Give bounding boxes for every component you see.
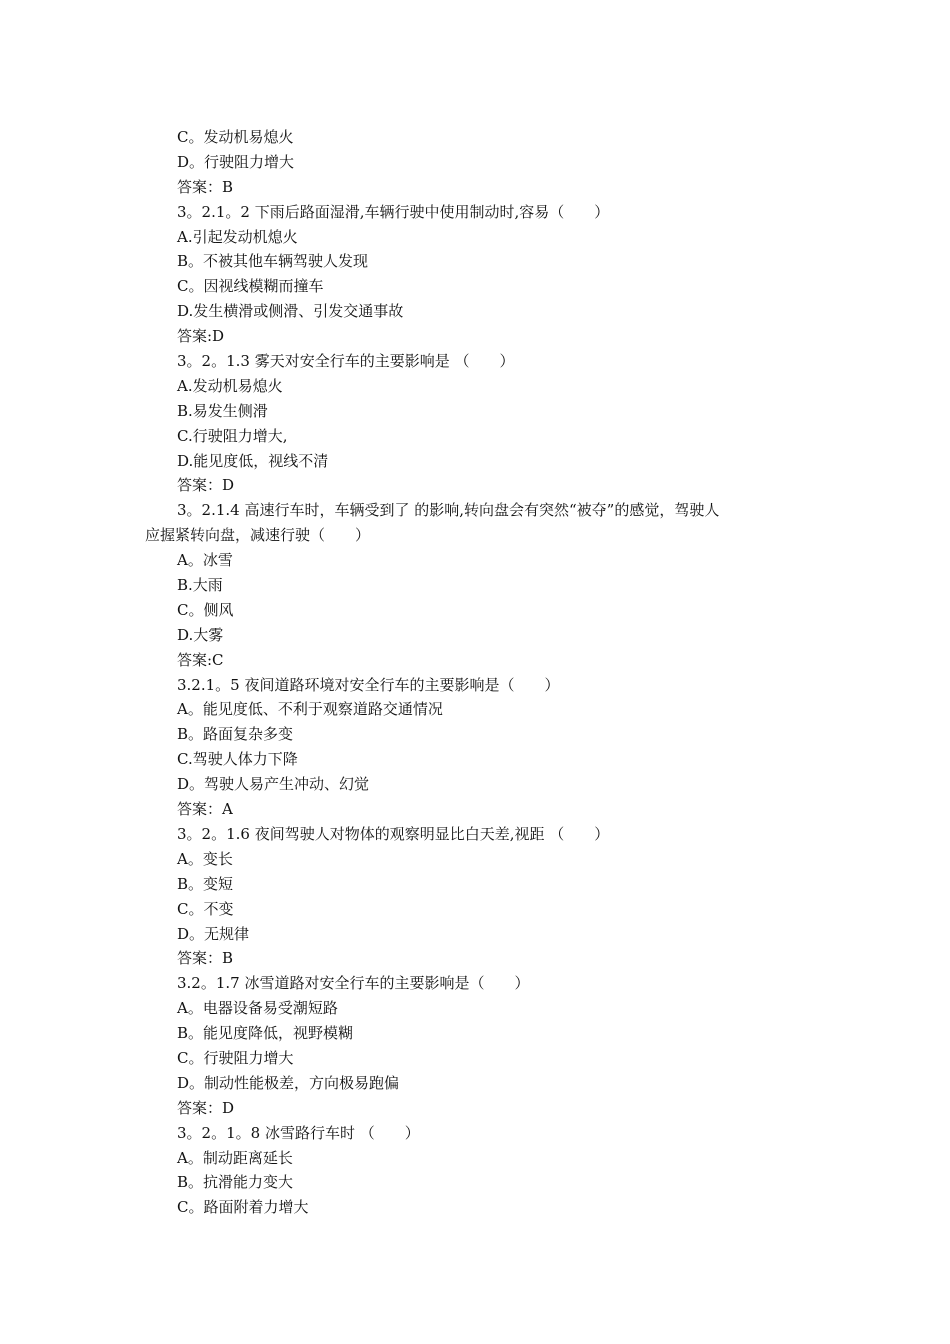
text-line: C。因视线模糊而撞车 bbox=[177, 277, 324, 296]
text-line: D。驾驶人易产生冲动、幻觉 bbox=[177, 775, 370, 794]
text-line: D。无规律 bbox=[177, 924, 250, 943]
text-line: A。电器设备易受潮短路 bbox=[177, 999, 338, 1018]
text-line: C。不变 bbox=[177, 899, 234, 918]
text-line: C.行驶阻力增大, bbox=[177, 426, 288, 445]
text-line: A。冰雪 bbox=[177, 551, 233, 570]
text-line: 3。2。1.3 雾天对安全行车的主要影响是 （ ） bbox=[177, 352, 515, 371]
text-line: 3.2.1。5 夜间道路环境对安全行车的主要影响是（ ） bbox=[177, 675, 560, 694]
text-line: 答案：D bbox=[177, 1098, 235, 1117]
text-line: A。制动距离延长 bbox=[177, 1148, 293, 1167]
text-line: 3。2。1.6 夜间驾驶人对物体的观察明显比白天差,视距 （ ） bbox=[177, 824, 610, 843]
text-line: C.驾驶人体力下降 bbox=[177, 750, 298, 769]
text-line: C。侧风 bbox=[177, 600, 234, 619]
text-line: B.大雨 bbox=[177, 576, 223, 595]
text-line: B。不被其他车辆驾驶人发现 bbox=[177, 252, 369, 271]
text-line: D.能见度低，视线不清 bbox=[177, 451, 329, 470]
text-line: 3。2.1.4 高速行车时，车辆受到了 的影响,转向盘会有突然“被夺”的感觉，驾驶人 bbox=[177, 501, 720, 520]
text-line: C。行驶阻力增大 bbox=[177, 1048, 294, 1067]
text-line: B。变短 bbox=[177, 874, 234, 893]
text-line: A。变长 bbox=[177, 849, 233, 868]
text-line: B.易发生侧滑 bbox=[177, 401, 268, 420]
text-line: C。路面附着力增大 bbox=[177, 1198, 309, 1217]
text-line: B。路面复杂多变 bbox=[177, 725, 294, 744]
text-line: B。能见度降低，视野模糊 bbox=[177, 1024, 354, 1043]
text-line: 答案：B bbox=[177, 177, 234, 196]
text-line: D。制动性能极差，方向极易跑偏 bbox=[177, 1073, 400, 1092]
question-text-block bbox=[0, 125, 950, 1220]
text-line: A.发动机易熄火 bbox=[177, 376, 283, 395]
text-line: 3。2.1。2 下雨后路面湿滑,车辆行驶中使用制动时,容易（ ） bbox=[177, 202, 610, 221]
text-line-continuation: 应握紧转向盘，减速行驶（ ） bbox=[145, 526, 371, 545]
text-line: D.大雾 bbox=[177, 625, 224, 644]
text-line: 答案:C bbox=[177, 650, 224, 669]
text-line: C。发动机易熄火 bbox=[177, 128, 294, 146]
text-line: D.发生横滑或侧滑、引发交通事故 bbox=[177, 302, 404, 321]
text-line: 答案：A bbox=[177, 800, 233, 819]
text-line: 答案：B bbox=[177, 949, 234, 968]
text-line: 答案:D bbox=[177, 327, 225, 346]
text-line: D。行驶阻力增大 bbox=[177, 152, 295, 171]
text-line: 3。2。1。8 冰雪路行车时 （ ） bbox=[177, 1123, 420, 1142]
text-line: 答案：D bbox=[177, 476, 235, 495]
text-line: A.引起发动机熄火 bbox=[177, 227, 298, 246]
text-line: B。抗滑能力变大 bbox=[177, 1173, 294, 1192]
text-line: 3.2。1.7 冰雪道路对安全行车的主要影响是（ ） bbox=[177, 974, 530, 993]
text-line: A。能见度低、不利于观察道路交通情况 bbox=[177, 700, 443, 719]
